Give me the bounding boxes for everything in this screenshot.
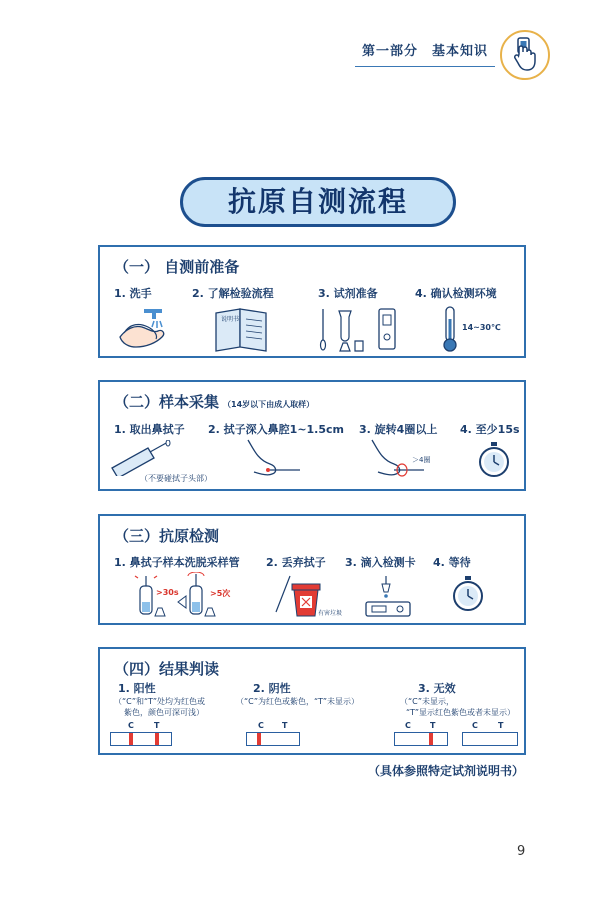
step-label: 4. 确认检测环境 — [415, 287, 497, 300]
test-strip-invalid-a — [394, 732, 448, 746]
section-detection — [98, 514, 526, 625]
stopwatch-icon — [476, 440, 512, 480]
page-title: 抗原自测流程 — [180, 177, 456, 227]
strip-c-label: C — [258, 721, 264, 730]
c-band — [129, 733, 133, 745]
step-label: 4. 等待 — [433, 556, 471, 569]
t-band — [155, 733, 159, 745]
times-note: >5次 — [210, 589, 231, 598]
time-note: >30s — [156, 588, 179, 597]
result-label-invalid: 3. 无效 — [418, 682, 456, 695]
hand-washing-icon — [114, 303, 178, 353]
result-desc: （“C”为红色或紫色，“T”未显示） — [236, 697, 360, 706]
section-title-text: （二）样本采集 — [114, 393, 220, 411]
t-band — [429, 733, 433, 745]
nasal-swab-icon — [106, 440, 176, 476]
result-desc: （“C”未显示， — [400, 697, 455, 706]
section-results — [98, 647, 526, 755]
section-preparation — [98, 245, 526, 358]
c-band — [257, 733, 261, 745]
test-strip-positive — [110, 732, 172, 746]
step-label: 3. 试剂准备 — [318, 287, 378, 300]
strip-c-label: C — [472, 721, 478, 730]
test-card-icon — [364, 574, 412, 618]
result-label-negative: 2. 阴性 — [253, 682, 291, 695]
result-desc: 紫色，颜色可深可浅） — [124, 708, 204, 717]
step-label: 4. 至少15s — [460, 423, 520, 436]
strip-t-label: T — [154, 721, 160, 730]
instruction-book-icon — [212, 305, 274, 353]
stopwatch-icon — [450, 574, 486, 614]
thermometer-icon — [438, 303, 462, 355]
reagent-kit-icon — [315, 305, 405, 355]
nose-insert-icon — [240, 438, 304, 482]
rotate-note: ＞4圈 — [412, 456, 431, 464]
section-title: （四）结果判读 — [114, 660, 220, 678]
strip-c-label: C — [128, 721, 134, 730]
section-sampling — [98, 380, 526, 491]
waste-label: 有害垃圾 — [318, 610, 343, 617]
strip-c-label: C — [405, 721, 411, 730]
result-label-positive: 1. 阳性 — [118, 682, 156, 695]
step-label: 1. 取出鼻拭子 — [114, 423, 185, 436]
test-strip-negative — [246, 732, 300, 746]
step-label: 3. 旋转4圈以上 — [359, 423, 438, 436]
strip-t-label: T — [498, 721, 504, 730]
test-strip-invalid-b — [462, 732, 518, 746]
hand-phone-icon — [500, 30, 550, 80]
strip-t-label: T — [282, 721, 288, 730]
manual-text: 说明书 — [221, 316, 240, 323]
result-desc: “T”显示红色紫色或者未显示） — [406, 708, 515, 717]
swab-note: （不要碰拭子头部） — [140, 474, 212, 483]
section-note: （14岁以下由成人取样） — [223, 400, 315, 409]
footnote: （具体参照特定试剂说明书） — [368, 764, 525, 778]
step-label: 2. 了解检验流程 — [192, 287, 274, 300]
step-label: 2. 丢弃拭子 — [266, 556, 326, 569]
temperature-range: 14~30℃ — [462, 323, 501, 332]
step-label: 2. 拭子深入鼻腔1~1.5cm — [208, 423, 345, 436]
step-label: 1. 洗手 — [114, 287, 152, 300]
step-label: 1. 鼻拭子样本洗脱采样管 — [114, 556, 240, 569]
page-number: 9 — [517, 844, 526, 859]
header-divider — [355, 66, 495, 67]
section-title: （三）抗原检测 — [114, 527, 220, 545]
strip-t-label: T — [430, 721, 436, 730]
section-title: （一） 自测前准备 — [114, 258, 240, 276]
section-title — [114, 391, 314, 412]
running-header: 第一部分 基本知识 — [362, 44, 489, 59]
step-label: 3. 滴入检测卡 — [345, 556, 416, 569]
result-desc: （“C”和“T”处均为红色或 — [114, 697, 206, 706]
